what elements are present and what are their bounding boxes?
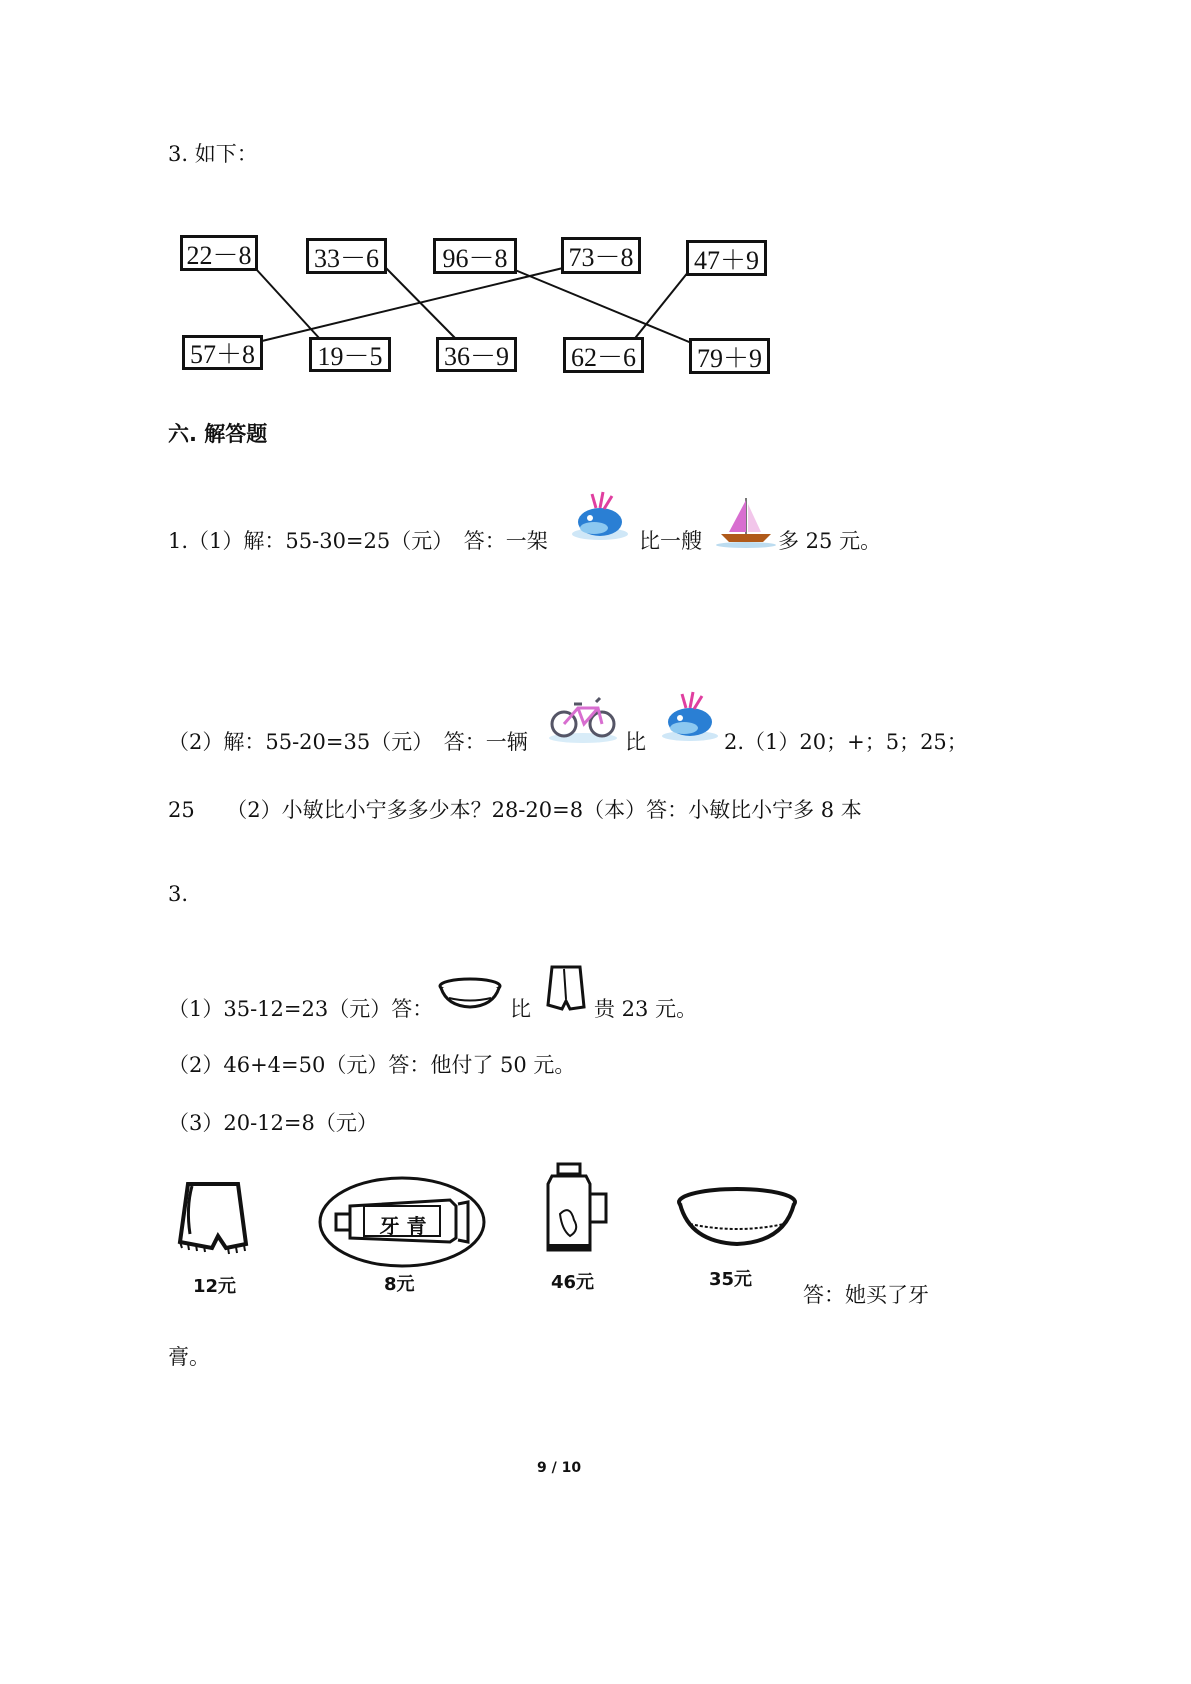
a1-part1-text-a: 1.（1）解：55-30=25（元） 答：一架 [168,529,548,553]
whale-plane-icon-2 [660,686,720,744]
price-towel: 12元 [193,1276,237,1297]
expr-box-top-5: 47＋9 [686,240,767,276]
a3-heading: 3. [168,882,189,906]
thermos-cup-icon [540,1160,620,1260]
bicycle-icon [548,692,618,744]
expr-box-top-1: 22－8 [180,235,258,271]
toothpaste-picture [318,1176,486,1268]
a1-part2-text-b: 比 [625,730,646,754]
a1-part1-text-c: 多 25 元。 [778,529,882,553]
section-title: 六. 解答题 [168,422,268,446]
basin-picture-icon [674,1184,800,1254]
a1-part2-text-a: （2）解：55-20=35（元） 答：一辆 [168,730,528,754]
expr-box-bottom-5: 79＋9 [689,338,770,374]
page-number: 9 / 10 [537,1460,582,1476]
expr-box-top-3: 96－8 [433,238,517,274]
a3-p1-text-b: 比 [510,997,531,1021]
a1-line3: 25 （2）小敏比小宁多多少本？28-20=8（本）答：小敏比小宁多 8 本 [168,798,862,822]
price-basin: 35元 [709,1269,753,1290]
a3-p1-text-c: 贵 23 元。 [594,997,698,1021]
bowl-icon [437,976,503,1012]
a3-p2: （2）46+4=50（元）答：他付了 50 元。 [168,1053,576,1077]
a3-p1-text-a: （1）35-12=23（元）答： [168,997,434,1021]
towel-icon [542,963,590,1013]
whale-plane-icon [570,488,630,546]
price-toothpaste: 8元 [384,1274,415,1295]
expr-box-top-2: 33－6 [306,238,387,274]
a1-part2-text-c: 2.（1）20；+；5；25； [724,730,968,754]
expr-box-top-4: 73－8 [561,237,641,274]
expr-box-bottom-4: 62－6 [563,337,644,373]
sailboat-icon [715,492,777,550]
towel-picture-icon [172,1178,262,1258]
price-thermos: 46元 [551,1272,595,1293]
toothpaste-label: 牙 青 [379,1214,427,1238]
expr-box-bottom-1: 57＋8 [182,335,263,370]
expr-box-bottom-3: 36－9 [436,337,517,372]
a1-part1-text-b: 比一艘 [639,529,702,553]
a3-answer-a: 答：她买了牙 [803,1283,929,1307]
a3-answer-b: 膏。 [168,1345,210,1369]
q3-heading: 3. 如下： [168,142,258,166]
a3-p3: （3）20-12=8（元） [168,1111,378,1135]
expr-box-bottom-2: 19－5 [309,337,391,372]
